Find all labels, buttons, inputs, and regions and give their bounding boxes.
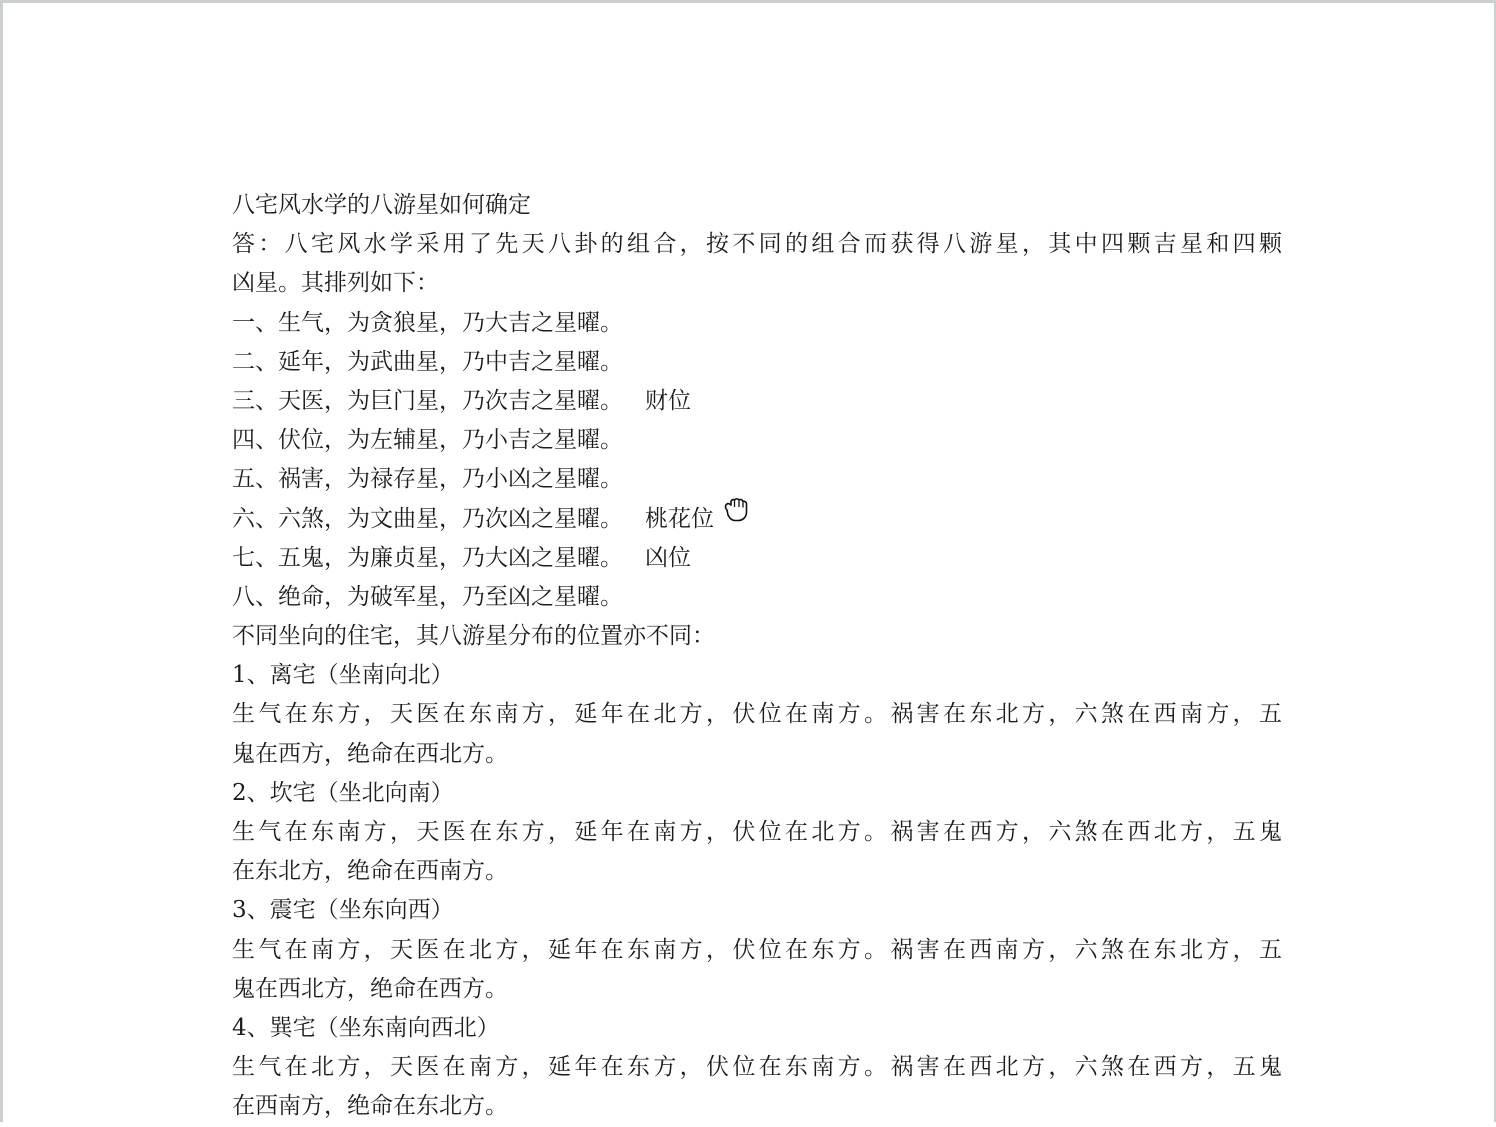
- star-text: 三、天医，为巨门星，乃次吉之星曜。: [232, 387, 623, 414]
- star-text: 五、祸害，为禄存星，乃小凶之星曜。: [232, 466, 623, 493]
- star-note: 财位: [645, 387, 691, 414]
- star-text: 七、五鬼，为廉贞星，乃大凶之星曜。: [232, 544, 623, 571]
- grab-hand-icon: [721, 497, 751, 523]
- house-heading: 1、离宅（坐南向北）: [232, 662, 454, 689]
- star-text: 二、延年，为武曲星，乃中吉之星曜。: [232, 348, 623, 375]
- star-item: [232, 382, 1282, 421]
- orientation-intro: 不同坐向的住宅，其八游星分布的位置亦不同：: [232, 623, 715, 650]
- house-line: 鬼在西方，绝命在西北方。: [232, 740, 508, 767]
- house-heading: 2、坎宅（坐北向南）: [232, 779, 454, 806]
- house-line: 生气在北方，天医在南方，延年在东方，伏位在东南方。祸害在西北方，六煞在西方，五鬼: [232, 1054, 1282, 1081]
- house-line: 在东北方，绝命在西南方。: [232, 858, 508, 885]
- star-item: [232, 539, 1282, 578]
- house-heading: 3、震宅（坐东向西）: [232, 897, 454, 924]
- star-text: 八、绝命，为破军星，乃至凶之星曜。: [232, 583, 623, 610]
- star-item: [232, 500, 1282, 539]
- star-item: [232, 343, 1282, 382]
- intro-line: 凶星。其排列如下：: [232, 270, 439, 297]
- star-item: [232, 578, 1282, 617]
- house-heading: 4、巽宅（坐东南向西北）: [232, 1014, 500, 1041]
- house-line: 生气在南方，天医在北方，延年在东南方，伏位在东方。祸害在西南方，六煞在东北方，五: [232, 936, 1282, 963]
- star-text: 六、六煞，为文曲星，乃次凶之星曜。: [232, 505, 623, 532]
- star-text: 一、生气，为贪狼星，乃大吉之星曜。: [232, 309, 623, 336]
- star-note: 凶位: [645, 544, 691, 571]
- document-title: 八宅风水学的八游星如何确定: [232, 192, 531, 218]
- star-note: 桃花位: [645, 505, 714, 532]
- house-line: 生气在东南方，天医在东方，延年在南方，伏位在北方。祸害在西方，六煞在西北方，五鬼: [232, 819, 1282, 845]
- intro-line: 答：八宅风水学采用了先天八卦的组合，按不同的组合而获得八游星，其中四颗吉星和四颗: [232, 231, 1282, 258]
- star-text: 四、伏位，为左辅星，乃小吉之星曜。: [232, 427, 623, 454]
- house-line: 在西南方，绝命在东北方。: [232, 1093, 508, 1120]
- document-body: [232, 186, 1282, 1127]
- house-line: 生气在东方，天医在东南方，延年在北方，伏位在南方。祸害在东北方，六煞在西南方，五: [232, 701, 1282, 728]
- star-item: [232, 460, 1282, 499]
- house-line: 鬼在西北方，绝命在西方。: [232, 975, 508, 1002]
- star-item: [232, 421, 1282, 460]
- star-item: [232, 304, 1282, 343]
